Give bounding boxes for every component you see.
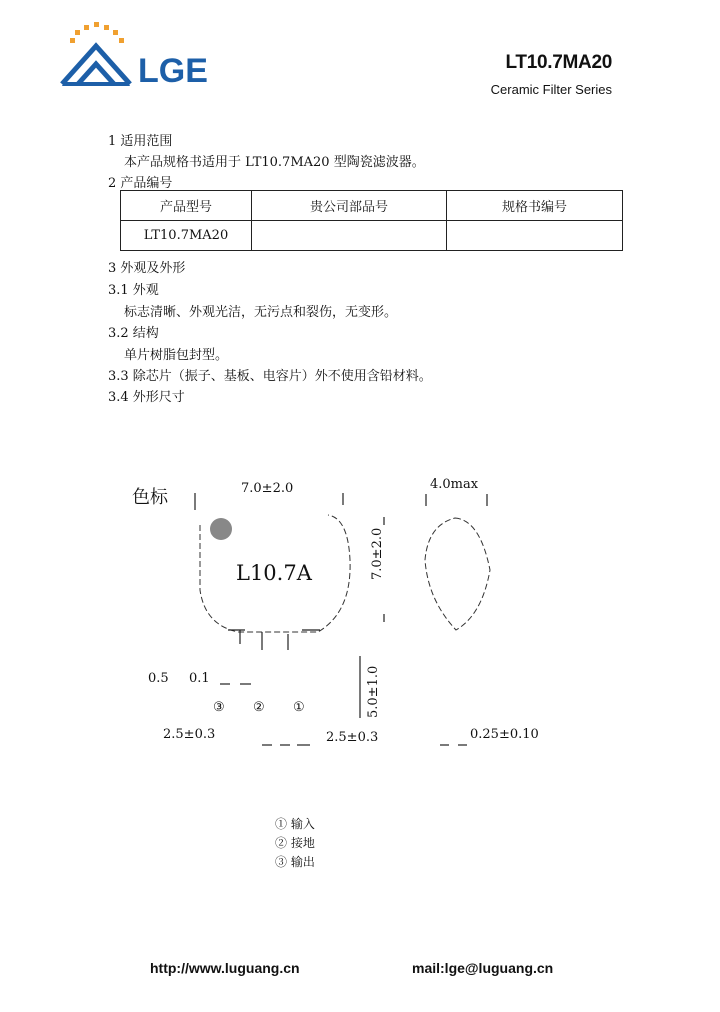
dim-width: 7.0±2.0: [241, 481, 294, 496]
section-2-title: 2 产品编号: [108, 176, 173, 191]
pin-3-label: ③: [213, 700, 225, 715]
dim-lead-thick: 0.25±0.10: [470, 727, 539, 742]
section-1-title: 1 适用范围: [108, 134, 173, 149]
pin-2-label: ②: [253, 700, 265, 715]
dim-height: 7.0±2.0: [370, 527, 385, 580]
side-outline: [425, 518, 490, 630]
table-header-cell: 产品型号: [121, 191, 252, 221]
section-3-1-title: 3.1 外观: [108, 283, 159, 298]
model-title: LT10.7MA20: [505, 52, 612, 73]
dim-pitch-right: 2.5±0.3: [326, 730, 379, 745]
legend-item-input: ① 输入: [275, 817, 315, 831]
section-3-title: 3 外观及外形: [108, 261, 186, 276]
pin-1-label: ①: [293, 700, 305, 715]
dim-lead-length: 5.0±1.0: [366, 665, 381, 718]
footer-website-link[interactable]: http://www.luguang.cn: [150, 960, 300, 976]
legend-item-ground: ② 接地: [275, 836, 315, 850]
section-1-text: 本产品规格书适用于 LT10.7MA20 型陶瓷滤波器。: [124, 155, 425, 170]
dim-pitch-left: 2.5±0.3: [163, 727, 216, 742]
table-cell: LT10.7MA20: [121, 221, 252, 251]
table-header-cell: 规格书编号: [447, 191, 623, 221]
section-3-4-title: 3.4 外形尺寸: [108, 390, 185, 405]
series-subtitle: Ceramic Filter Series: [490, 82, 612, 97]
color-mark-label: 色标: [132, 487, 168, 508]
legend-item-output: ③ 输出: [275, 855, 315, 869]
footer-email-link[interactable]: mail:lge@luguang.cn: [412, 960, 554, 976]
section-3-1-text: 标志清晰、外观光洁，无污点和裂伤，无变形。: [124, 305, 398, 320]
table-header-cell: 贵公司部品号: [252, 191, 447, 221]
dim-lead-width: 0.5: [148, 671, 169, 686]
dim-thickness: 4.0max: [430, 477, 479, 492]
color-mark-dot: [210, 518, 232, 540]
section-3-2-title: 3.2 结构: [108, 326, 159, 341]
section-3-3-text: 3.3 除芯片（振子、基板、电容片）外不使用含铅材料。: [108, 369, 432, 384]
body-marking: L10.7A: [236, 561, 312, 585]
dim-lead-tol: 0.1: [189, 671, 210, 686]
brand-name: LGE: [138, 52, 208, 90]
section-3-2-text: 单片树脂包封型。: [124, 348, 229, 363]
